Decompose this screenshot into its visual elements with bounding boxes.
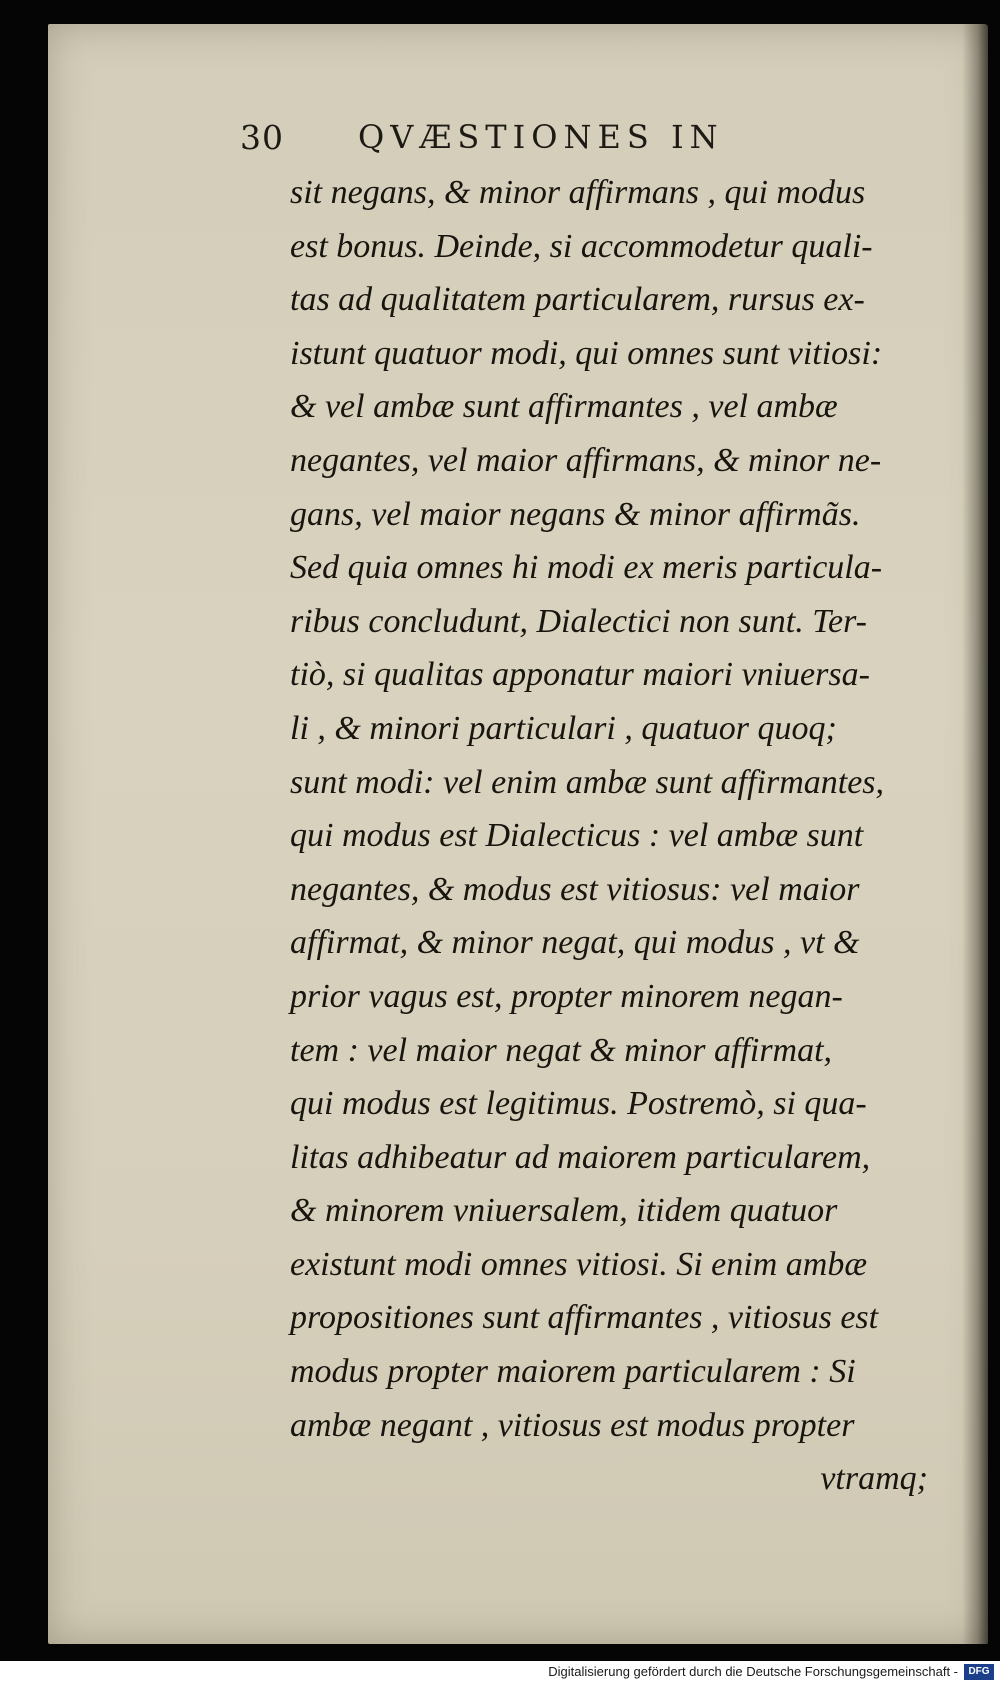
text-line: qui modus est legitimus. Postremò, si qua- bbox=[290, 1085, 867, 1123]
text-line: tem : vel maior negat & minor affirmat, bbox=[290, 1031, 833, 1069]
page-number: 30 bbox=[240, 118, 284, 157]
footer-band bbox=[0, 1661, 1000, 1685]
text-line: litas adhibeatur ad maiorem particularem, bbox=[290, 1138, 871, 1176]
text-line: propositiones sunt affirmantes , vitiosus est bbox=[290, 1299, 879, 1337]
running-title: QVÆSTIONES IN bbox=[358, 118, 724, 156]
running-head bbox=[240, 118, 840, 166]
text-line: tas ad qualitatem particularem, rursus ex- bbox=[290, 281, 865, 319]
text-line: li , & minori particulari , quatuor quoq; bbox=[290, 709, 837, 747]
text-line: negantes, vel maior affirmans, & minor ne- bbox=[290, 441, 882, 479]
text-line: existunt modi omnes vitiosi. Si enim ambæ bbox=[290, 1245, 868, 1283]
text-line: negantes, & modus est vitiosus: vel maior bbox=[290, 870, 860, 908]
text-line: tiò, si qualitas apponatur maiori vniuersa- bbox=[290, 656, 870, 694]
dfg-logo-icon: DFG bbox=[964, 1664, 994, 1680]
text-line: ambæ negant , vitiosus est modus propter bbox=[290, 1406, 855, 1444]
text-line: est bonus. Deinde, si accommodetur quali- bbox=[290, 227, 873, 265]
body-text bbox=[290, 166, 950, 1506]
text-line: & vel ambæ sunt affirmantes , vel ambæ bbox=[290, 388, 838, 426]
text-line: sit negans, & minor affirmans , qui modus bbox=[290, 174, 866, 211]
text-line: istunt quatuor modi, qui omnes sunt vitiosi: bbox=[290, 334, 883, 372]
catchword: vtramq; bbox=[820, 1460, 928, 1498]
text-line: prior vagus est, propter minorem negan- bbox=[290, 977, 843, 1015]
text-line: Sed quia omnes hi modi ex meris particula- bbox=[290, 549, 883, 587]
text-line: ribus concludunt, Dialectici non sunt. Ter- bbox=[290, 602, 867, 640]
text-line: qui modus est Dialecticus : vel ambæ sunt bbox=[290, 817, 864, 855]
text-line: affirmat, & minor negat, qui modus , vt & bbox=[290, 924, 860, 962]
text-line: & minorem vniuersalem, itidem quatuor bbox=[290, 1192, 838, 1230]
digitization-credit: Digitalisierung gefördert durch die Deutsche Forschungsgemeinschaft - bbox=[548, 1664, 958, 1679]
text-line: modus propter maiorem particularem : Si bbox=[290, 1353, 856, 1391]
text-line: sunt modi: vel enim ambæ sunt affirmantes, bbox=[290, 763, 885, 801]
text-line: gans, vel maior negans & minor affirmãs. bbox=[290, 495, 861, 533]
